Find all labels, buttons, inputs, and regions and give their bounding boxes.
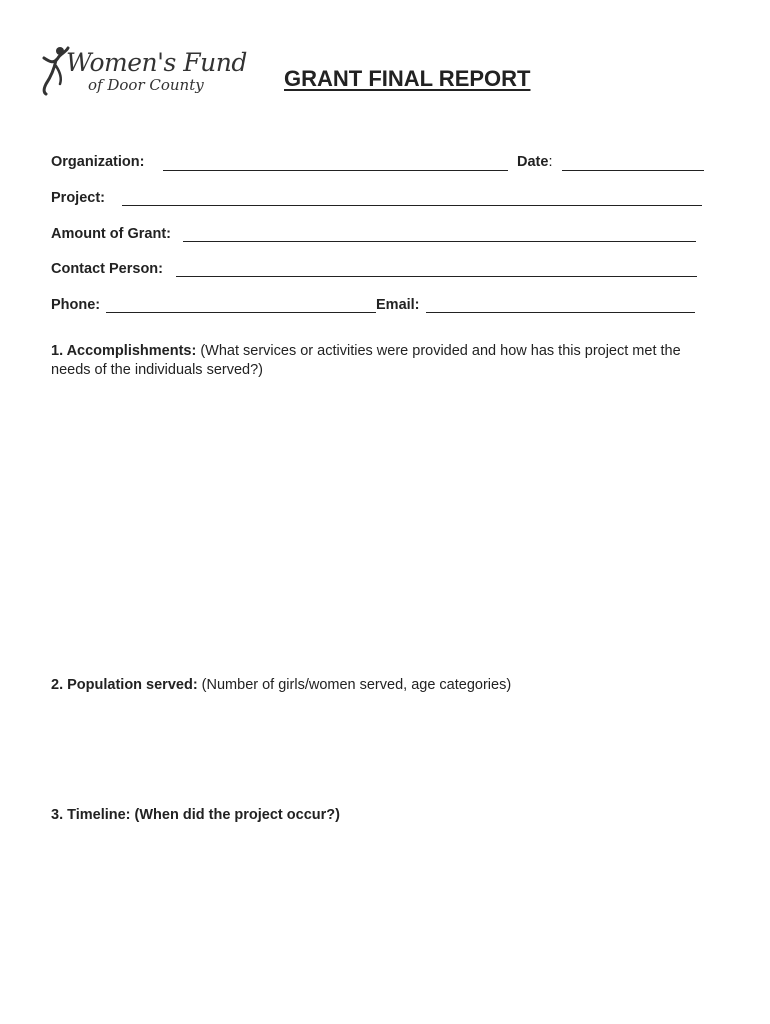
question-accomplishments-text: (What services or activities were provided and how has this project met the needs of the individuals served?) <box>51 343 681 378</box>
phone-label: Phone: <box>51 297 101 313</box>
contact-person-field[interactable] <box>176 276 697 277</box>
date-label-colon: : <box>548 154 553 170</box>
question-accomplishments-heading: 1. Accomplishments: <box>51 343 197 359</box>
contact-person-label: Contact Person: <box>51 261 163 277</box>
question-population-text: (Number of girls/women served, age categories) <box>197 677 512 693</box>
question-timeline-heading: 3. Timeline: (When did the project occur?) <box>51 807 340 823</box>
question-population-heading: 2. Population served: <box>51 677 198 693</box>
question-accomplishments <box>51 342 721 380</box>
email-label: Email: <box>376 297 420 313</box>
population-answer-area[interactable] <box>51 700 721 800</box>
organization-label: Organization: <box>51 154 145 170</box>
timeline-answer-area[interactable] <box>51 830 721 1000</box>
question-population-served <box>51 676 721 695</box>
logo-text-door-county: of Door County <box>88 76 204 94</box>
organization-field[interactable] <box>163 170 508 171</box>
accomplishments-answer-area[interactable] <box>51 385 721 665</box>
project-field[interactable] <box>122 205 702 206</box>
question-timeline <box>51 806 721 825</box>
amount-of-grant-field[interactable] <box>183 241 696 242</box>
project-label: Project: <box>51 190 105 206</box>
email-field[interactable] <box>426 312 695 313</box>
page-title: GRANT FINAL REPORT <box>284 66 531 91</box>
logo-text-womens-fund: Women's Fund <box>66 48 247 77</box>
amount-of-grant-label: Amount of Grant: <box>51 226 172 242</box>
date-field[interactable] <box>562 170 704 171</box>
phone-field[interactable] <box>106 312 376 313</box>
date-label <box>517 154 552 170</box>
date-label-text: Date <box>517 154 549 170</box>
womens-fund-logo <box>40 44 250 100</box>
